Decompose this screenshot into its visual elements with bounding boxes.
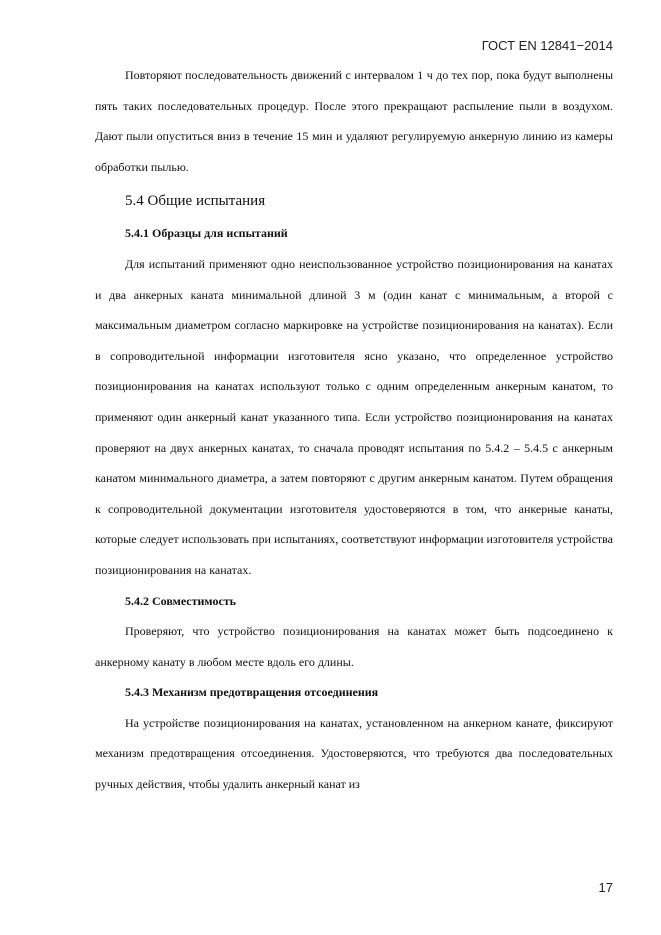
paragraph-detachment-mechanism: На устройстве позиционирования на канатах, установленном на анкерном канате, фиксируют механизм предотвращения отсоединения. Удостоверяются, что требуются два последовательных ручных действия, чтобы удалить анкерный канат из [95,715,613,792]
document-body [95,60,613,800]
paragraph-dust-procedure: Повторяют последовательность движений с интервалом 1 ч до тех пор, пока будут выполнены пять таких последовательных процедур. После этого прекращают распыление пыли в воздухом. Дают пыли опуститься вниз в течение 15 мин и удаляют регулируемую анкерную линию из камеры обработки пылью. [95,68,613,174]
paragraph-compatibility: Проверяют, что устройство позиционирования на канатах может быть подсоединено к анкерному канату в любом месте вдоль его длины. [95,624,613,669]
document-header: ГОСТ EN 12841−2014 [481,38,613,53]
section-heading-5-4: 5.4 Общие испытания [125,193,266,210]
subsection-heading-5-4-2: 5.4.2 Совместимость [125,593,237,608]
subsection-heading-5-4-3: 5.4.3 Механизм предотвращения отсоединения [125,685,379,700]
page-number: 17 [598,880,613,895]
subsection-heading-5-4-1: 5.4.1 Образцы для испытаний [125,226,288,241]
paragraph-test-samples: Для испытаний применяют одно неиспользованное устройство позиционирования на канатах и два анкерных каната минимальной длиной 3 м (один канат с минимальным, а второй с максимальным диаметром согласно маркировке на устройстве позиционирования на канатах). Если в сопроводительной информации изготовителя ясно указано, что определенное устройство позиционирования на канатах используют только с одним определенным анкерным канатом, то применяют один анкерный канат указанного типа. Если устройство позиционирования на канатах проверяют на двух анкерных канатах, то сначала проводят испытания по 5.4.2 – 5.4.5 с анкерным канатом минимального диаметра, а затем повторяют с другим анкерным канатом. Путем обращения к сопроводительной документации изготовителя удостоверяются в том, что анкерные канаты, которые следует использовать при испытаниях, соответствуют информации изготовителя устройства позиционирования на канатах. [95,256,613,577]
